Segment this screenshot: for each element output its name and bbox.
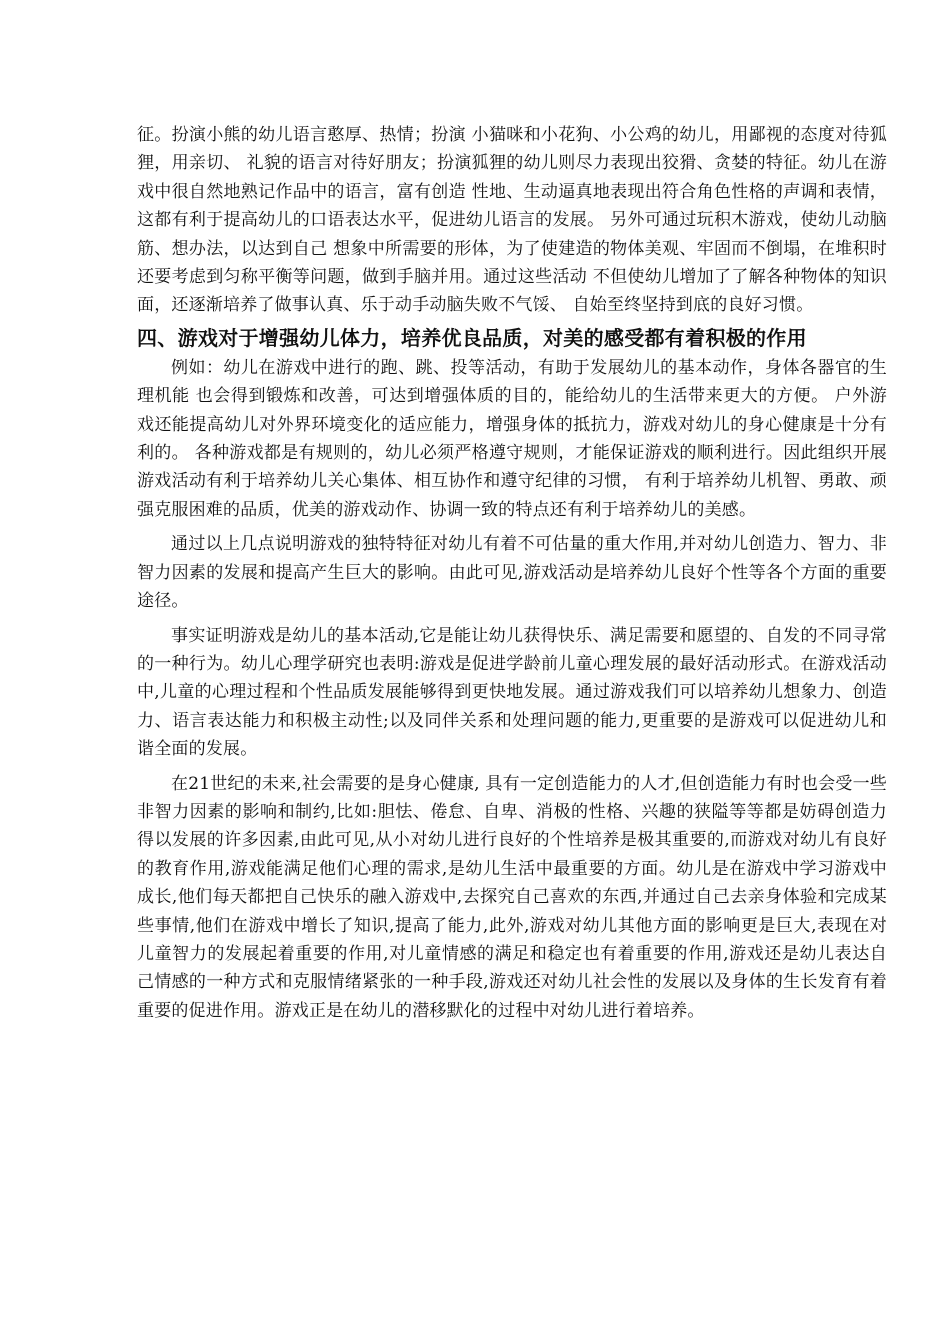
body-paragraph: 通过以上几点说明游戏的独特特征对幼儿有着不可估量的重大作用,并对幼儿创造力、智力、非智力因素的发展和提高产生巨大的影响。由此可见,游戏活动是培养幼儿良好个性等各个方面的重要途径。: [137, 534, 887, 612]
section-heading: 四、游戏对于增强幼儿体力，培养优良品质，对美的感受都有着积极的作用: [137, 325, 807, 350]
body-paragraph: 例如：幼儿在游戏中进行的跑、跳、投等活动，有助于发展幼儿的基本动作，身体各器官的生理机能 也会得到锻炼和改善，可达到增强体质的目的，能给幼儿的生活带来更大的方便。 户外游戏还能提高幼儿对外界环境变化的适应能力，增强身体的抵抗力，游戏对幼儿的身心健康是十分有利的。 各种游戏都是有规则的，幼儿必须严格遵守规则，才能保证游戏的顺利进行。因此组织开展游戏活动有利于培养幼儿关心集体、相互协作和遵守纪律的习惯， 有利于培养幼儿机智、勇敢、顽强克服困难的品质，优美的游戏动作、协调一致的特点还有利于培养幼儿的美感。: [137, 357, 887, 520]
document-page: [137, 121, 887, 1025]
body-paragraph: 在21世纪的未来,社会需要的是身心健康, 具有一定创造能力的人才,但创造能力有时也会受一些非智力因素的影响和制约,比如:胆怯、倦怠、自卑、消极的性格、兴趣的狭隘等等都是妨碍创造力得以发展的许多因素,由此可见,从小对幼儿进行良好的个性培养是极其重要的,而游戏对幼儿有良好的教育作用,游戏能满足他们心理的需求,是幼儿生活中最重要的方面。幼儿是在游戏中学习游戏中成长,他们每天都把自己快乐的融入游戏中,去探究自己喜欢的东西,并通过自己去亲身体验和完成某些事情,他们在游戏中增长了知识,提高了能力,此外,游戏对幼儿其他方面的影响更是巨大,表现在对儿童智力的发展起着重要的作用,对儿童情感的满足和稳定也有着重要的作用,游戏还是幼儿表达自己情感的一种方式和克服情绪紧张的一种手段,游戏还对幼儿社会性的发展以及身体的生长发育有着重要的促进作用。游戏正是在幼儿的潜移默化的过程中对幼儿进行着培养。: [137, 773, 887, 1021]
body-paragraph: 事实证明游戏是幼儿的基本活动,它是能让幼儿获得快乐、满足需要和愿望的、自发的不同寻常的一种行为。幼儿心理学研究也表明:游戏是促进学龄前儿童心理发展的最好活动形式。在游戏活动中,儿童的心理过程和个性品质发展能够得到更快地发展。通过游戏我们可以培养幼儿想象力、创造力、语言表达能力和积极主动性;以及同伴关系和处理问题的能力,更重要的是游戏可以促进幼儿和谐全面的发展。: [137, 625, 887, 760]
body-paragraph: 征。扮演小熊的幼儿语言憨厚、热情；扮演 小猫咪和小花狗、小公鸡的幼儿，用鄙视的态度对待狐狸，用亲切、 礼貌的语言对待好朋友；扮演狐狸的幼儿则尽力表现出狡猾、贪婪的特征。幼儿在游戏中很自然地熟记作品中的语言，富有创造 性地、生动逼真地表现出符合角色性格的声调和表情，这都有利于提高幼儿的口语表达水平，促进幼儿语言的发展。 另外可通过玩积木游戏，使幼儿动脑筋、想办法，以达到自己 想象中所需要的形体，为了使建造的物体美观、牢固而不倒塌，在堆积时还要考虑到匀称平衡等问题，做到手脑并用。通过这些活动 不但使幼儿增加了了解各种物体的知识面，还逐渐培养了做事认真、乐于动手动脑失败不气馁、 自始至终坚持到底的良好习惯。: [137, 125, 887, 316]
